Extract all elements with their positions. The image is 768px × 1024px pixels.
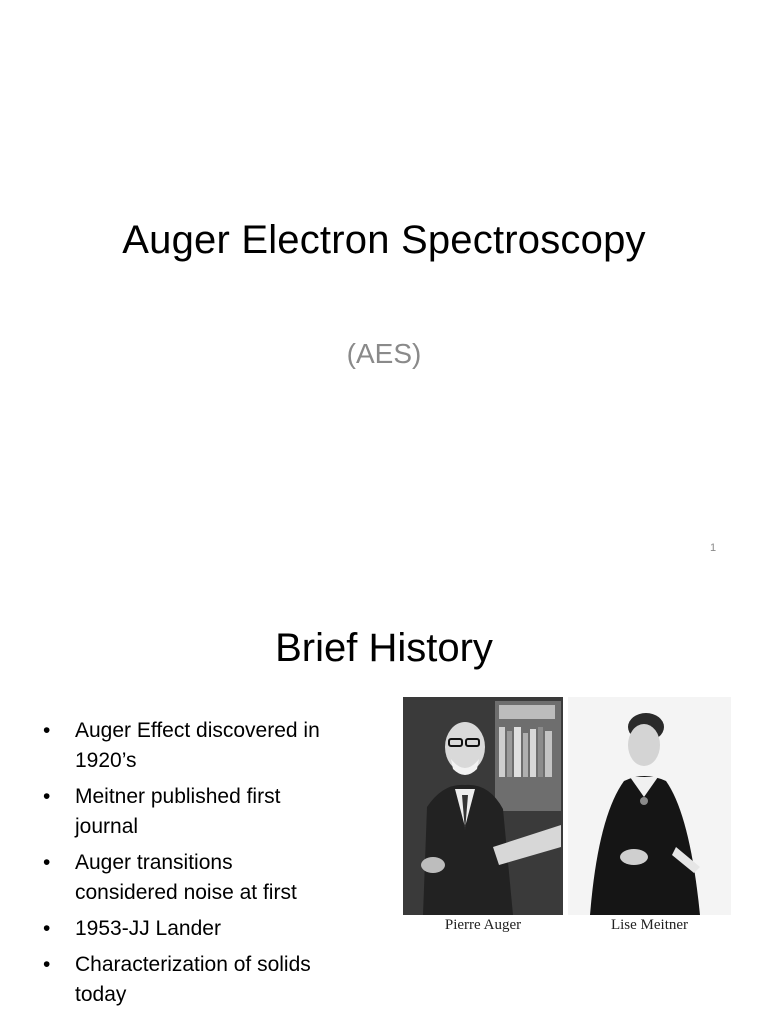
bullet-text-line: Characterization of solids <box>75 953 311 976</box>
history-slide <box>0 576 768 1024</box>
bullet-text-line: Auger Effect discovered in <box>75 719 320 742</box>
slide-title: Auger Electron Spectroscopy <box>122 218 646 262</box>
bullet-text-line: 1920’s <box>75 749 137 772</box>
lise-meitner-photo <box>568 697 731 915</box>
photo-caption: Pierre Auger <box>444 917 522 933</box>
slide-subtitle: (AES) <box>346 338 422 369</box>
portrait-photos <box>403 697 731 945</box>
list-item <box>40 848 360 908</box>
list-item <box>40 716 360 776</box>
list-item <box>40 782 360 842</box>
bullet-icon: • <box>43 785 51 808</box>
bullet-text-line: today <box>75 983 127 1006</box>
bullet-icon: • <box>43 719 51 742</box>
list-item <box>40 950 360 1010</box>
bullet-icon: • <box>43 917 51 940</box>
pierre-auger-photo <box>403 697 563 915</box>
photo-caption: Lise Meitner <box>610 917 689 933</box>
bullet-text-line: 1953-JJ Lander <box>75 917 221 940</box>
bullet-text-line: Auger transitions <box>75 851 233 874</box>
bullet-text-line: journal <box>75 815 139 838</box>
portrait-image <box>568 697 731 915</box>
slide-title: Brief History <box>275 626 493 670</box>
bullet-icon: • <box>43 953 51 976</box>
bullet-list <box>40 716 360 1016</box>
list-item <box>40 914 360 944</box>
bullet-text-line: Meitner published first <box>75 785 281 808</box>
portrait-image <box>403 697 563 915</box>
bullet-text-line: considered noise at first <box>75 881 297 904</box>
slide-number: 1 <box>710 542 717 554</box>
bullet-icon: • <box>43 851 51 874</box>
